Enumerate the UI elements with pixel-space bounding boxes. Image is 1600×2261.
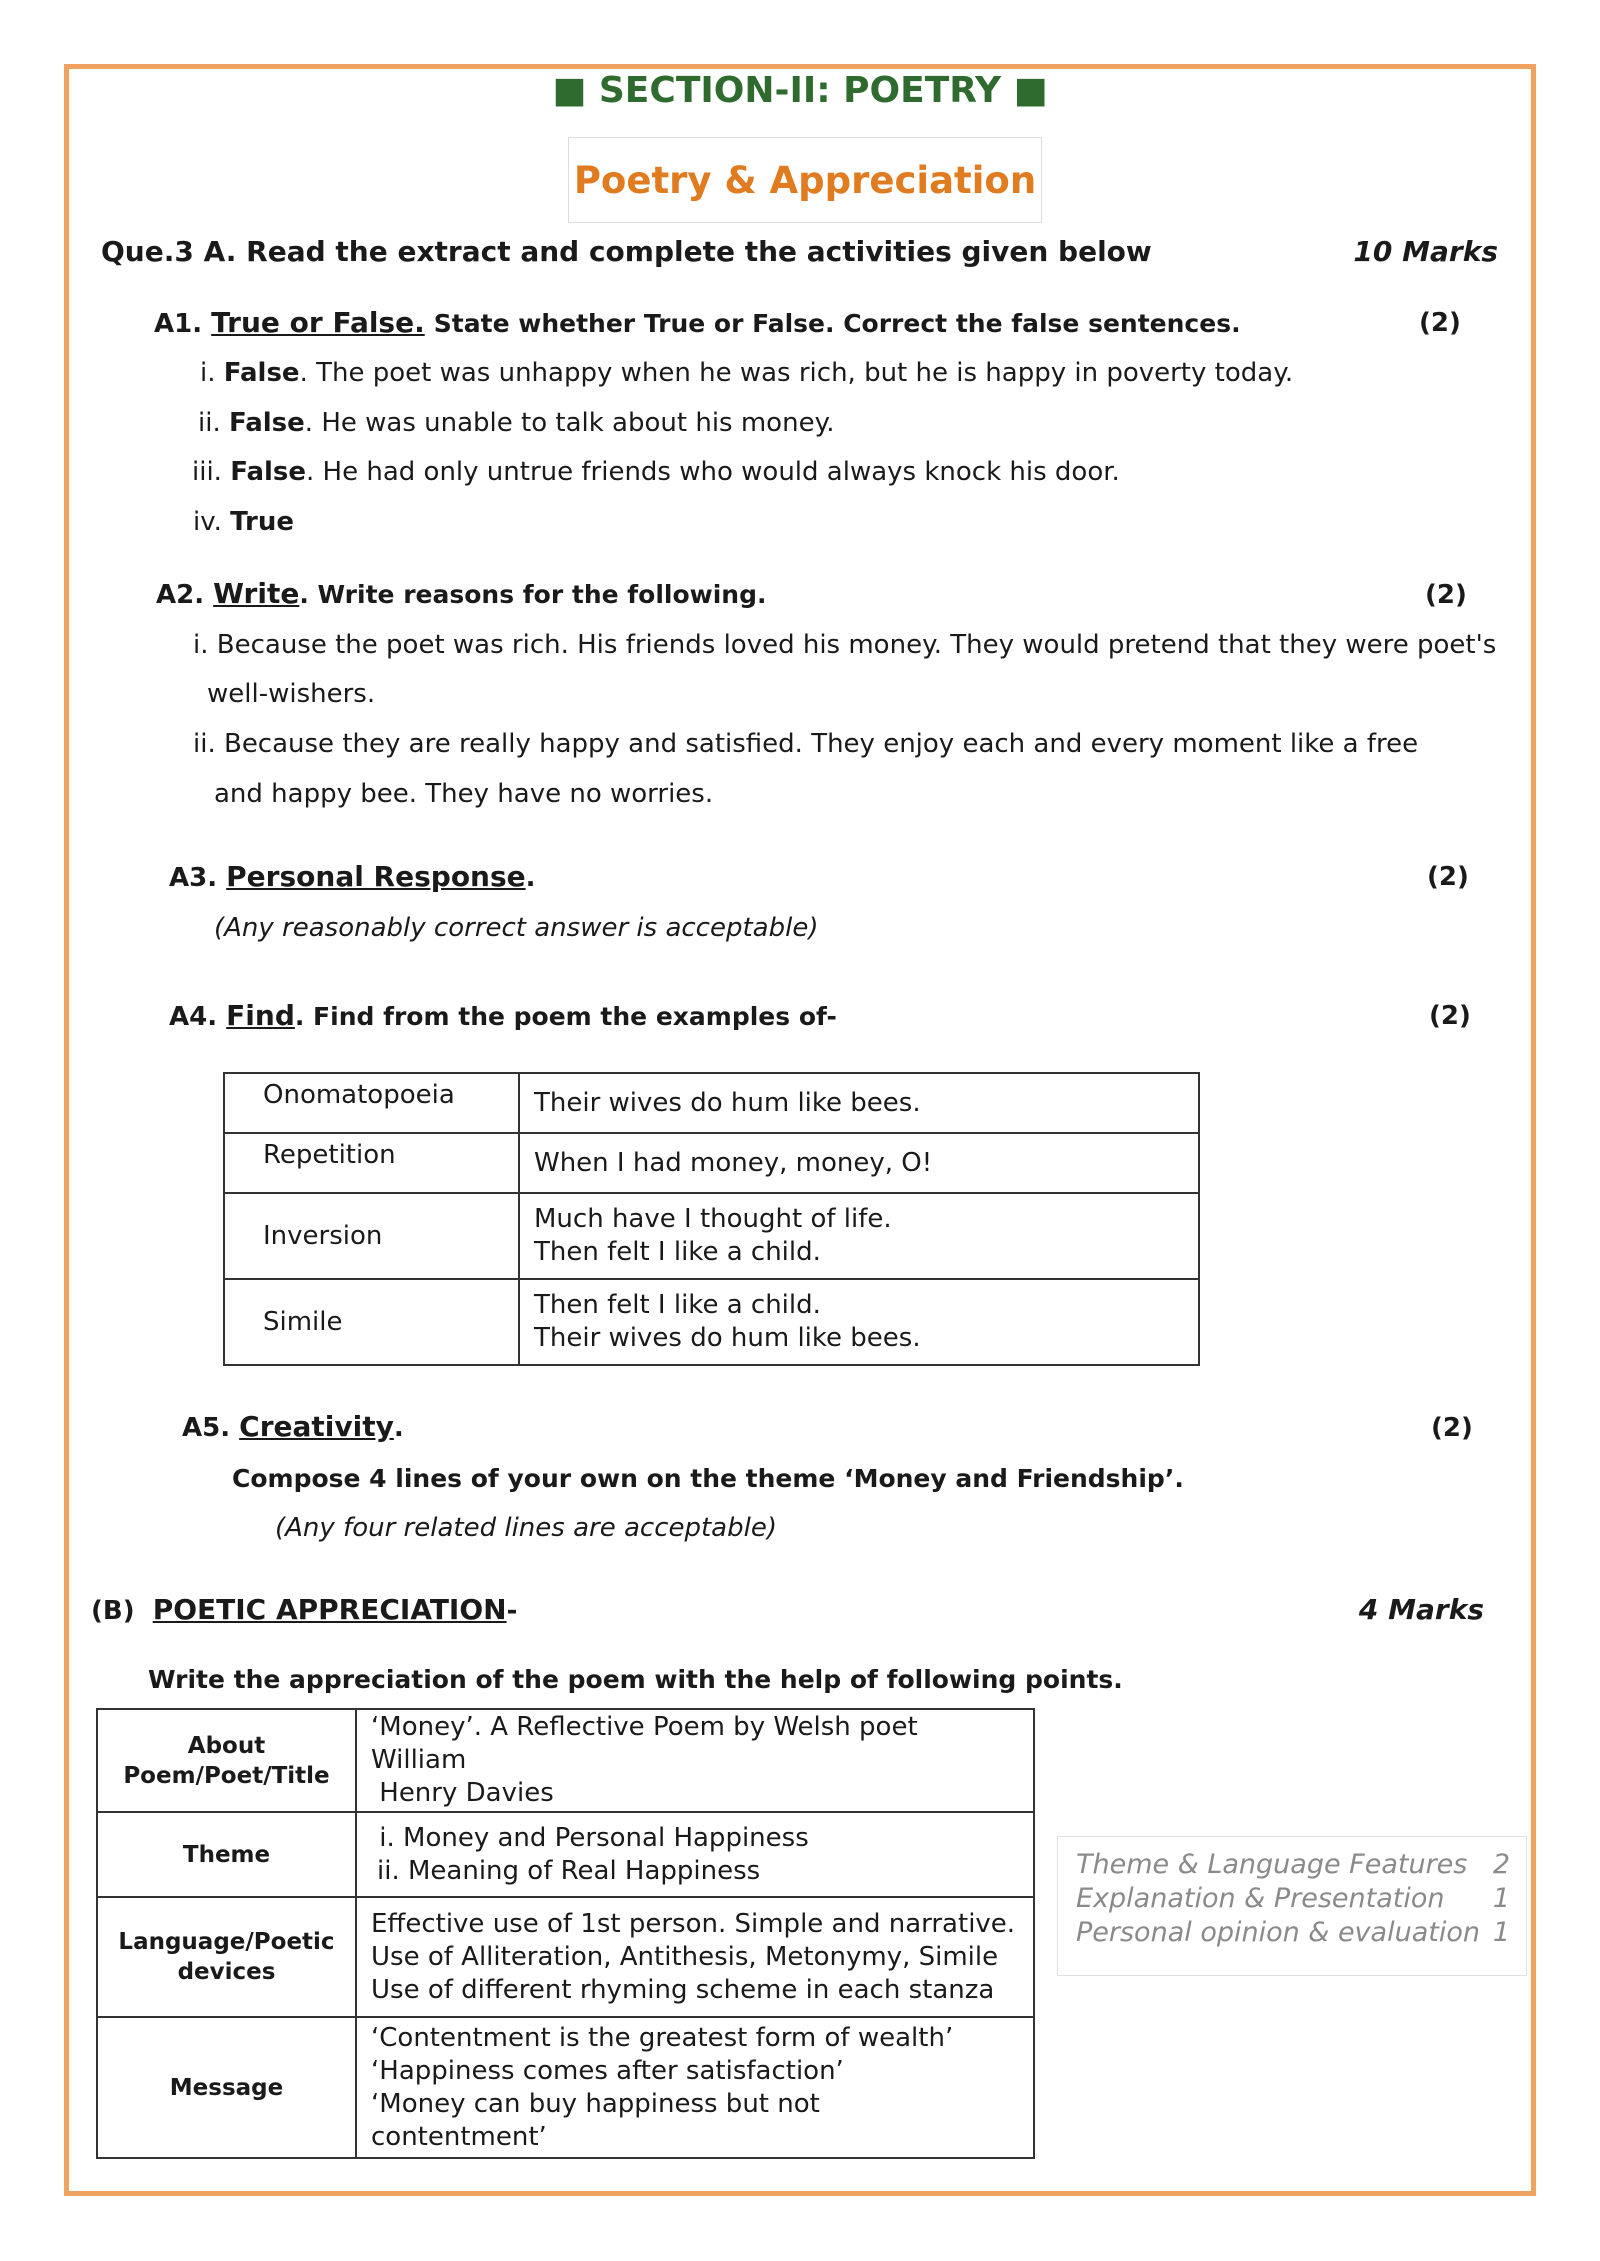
a5-title: Creativity — [239, 1410, 394, 1443]
a4-marks: (2) — [1429, 1001, 1471, 1031]
a3-note: (Any reasonably correct answer is acceptable) — [214, 913, 819, 943]
appreciation-point: Theme — [97, 1812, 356, 1897]
a2-num: A2. — [156, 580, 205, 610]
table-row — [224, 1073, 1199, 1133]
rubric-row: Explanation & Presentation 1 — [1076, 1883, 1510, 1914]
a4-instruction: . Find from the poem the examples of- — [294, 1002, 837, 1031]
subtitle: Poetry & Appreciation — [573, 158, 1037, 202]
rubric-row: Personal opinion & evaluation 1 — [1076, 1917, 1510, 1948]
b-marks: 4 Marks — [1358, 1593, 1484, 1626]
device-name: Inversion — [224, 1193, 519, 1279]
device-example: Their wives do hum like bees. — [519, 1073, 1199, 1133]
table-row — [97, 1709, 1034, 1812]
a1-verdict: False — [223, 358, 300, 388]
a5-marks: (2) — [1431, 1413, 1473, 1443]
a1-verdict: True — [230, 507, 294, 537]
table-row — [224, 1279, 1199, 1365]
a2-answer-line: ii. Because they are really happy and satisfied. They enjoy each and every moment like a free — [193, 729, 1419, 759]
device-name: Onomatopoeia — [224, 1073, 519, 1133]
a3-num: A3. — [169, 863, 218, 893]
a2-instruction: . Write reasons for the following. — [299, 580, 767, 609]
device-name: Repetition — [224, 1133, 519, 1193]
rubric-row: Theme & Language Features 2 — [1076, 1849, 1510, 1880]
a1-item: ii. False. He was unable to talk about his money. — [198, 408, 835, 438]
a1-item: iii. False. He had only untrue friends who would always knock his door. — [192, 457, 1120, 487]
a1-heading — [154, 306, 1241, 339]
a2-marks: (2) — [1425, 580, 1467, 610]
device-example: Then felt I like a child. Their wives do hum like bees. — [519, 1279, 1199, 1365]
appreciation-detail: ‘Money’. A Reflective Poem by Welsh poet William Henry Davies — [356, 1709, 1034, 1812]
figures-of-speech-table — [223, 1072, 1200, 1366]
a2-heading — [156, 577, 767, 610]
a1-verdict: False — [230, 457, 307, 487]
a4-heading — [169, 999, 837, 1032]
a5-note: (Any four related lines are acceptable) — [275, 1513, 777, 1543]
b-heading: (B) POETIC APPRECIATION- — [91, 1593, 518, 1626]
appreciation-detail: ‘Contentment is the greatest form of wealth’ ‘Happiness comes after satisfaction’ ‘Money can buy happiness but not contentment’ — [356, 2017, 1034, 2158]
appreciation-table — [96, 1708, 1035, 2159]
b-instruction: Write the appreciation of the poem with the help of following points. — [148, 1665, 1123, 1694]
a1-num: A1. — [154, 309, 203, 339]
a1-title: True or False. — [211, 306, 425, 339]
a3-heading: A3. Personal Response. — [169, 860, 536, 893]
b-title: POETIC APPRECIATION — [152, 1593, 507, 1626]
a1-item: iv. True — [193, 507, 294, 537]
b-label: (B) — [91, 1596, 135, 1626]
section-title: ■ SECTION-II: POETRY ■ — [552, 70, 1048, 111]
appreciation-point: Message — [97, 2017, 356, 2158]
appreciation-detail: Effective use of 1st person. Simple and narrative. Use of Alliteration, Antithesis, Metonymy, Simile Use of different rhyming scheme in each stanza — [356, 1897, 1034, 2017]
appreciation-point: Language/Poetic devices — [97, 1897, 356, 2017]
a5-instruction: Compose 4 lines of your own on the theme ‘Money and Friendship’. — [232, 1464, 1184, 1493]
table-row — [224, 1133, 1199, 1193]
a4-title: Find — [226, 999, 295, 1032]
a1-instruction: State whether True or False. Correct the false sentences. — [433, 309, 1241, 338]
a4-num: A4. — [169, 1002, 218, 1032]
a3-marks: (2) — [1427, 862, 1469, 892]
question-3-label: Que.3 A. Read the extract and complete the activities given below — [101, 235, 1152, 268]
a5-num: A5. — [182, 1413, 231, 1443]
device-example: Much have I thought of life. Then felt I like a child. — [519, 1193, 1199, 1279]
scoring-rubric-box — [1057, 1836, 1527, 1976]
a3-title: Personal Response — [226, 860, 526, 893]
a2-answer-line: well-wishers. — [207, 679, 376, 709]
a1-item: i. False. The poet was unhappy when he was rich, but he is happy in poverty today. — [200, 358, 1294, 388]
device-example: When I had money, money, O! — [519, 1133, 1199, 1193]
a2-title: Write — [213, 577, 300, 610]
table-row — [97, 1812, 1034, 1897]
appreciation-detail: i. Money and Personal Happiness ii. Meaning of Real Happiness — [356, 1812, 1034, 1897]
a5-heading: A5. Creativity. — [182, 1410, 404, 1443]
table-row — [224, 1193, 1199, 1279]
appreciation-point: About Poem/Poet/Title — [97, 1709, 356, 1812]
device-name: Simile — [224, 1279, 519, 1365]
a2-answer-line: and happy bee. They have no worries. — [214, 779, 714, 809]
table-row — [97, 2017, 1034, 2158]
a1-marks: (2) — [1419, 308, 1461, 338]
subtitle-box — [568, 137, 1042, 223]
a2-answer-line: i. Because the poet was rich. His friends loved his money. They would pretend that they were poet's — [193, 630, 1497, 660]
table-row — [97, 1897, 1034, 2017]
question-3-marks: 10 Marks — [1353, 235, 1498, 268]
a1-verdict: False — [228, 408, 305, 438]
